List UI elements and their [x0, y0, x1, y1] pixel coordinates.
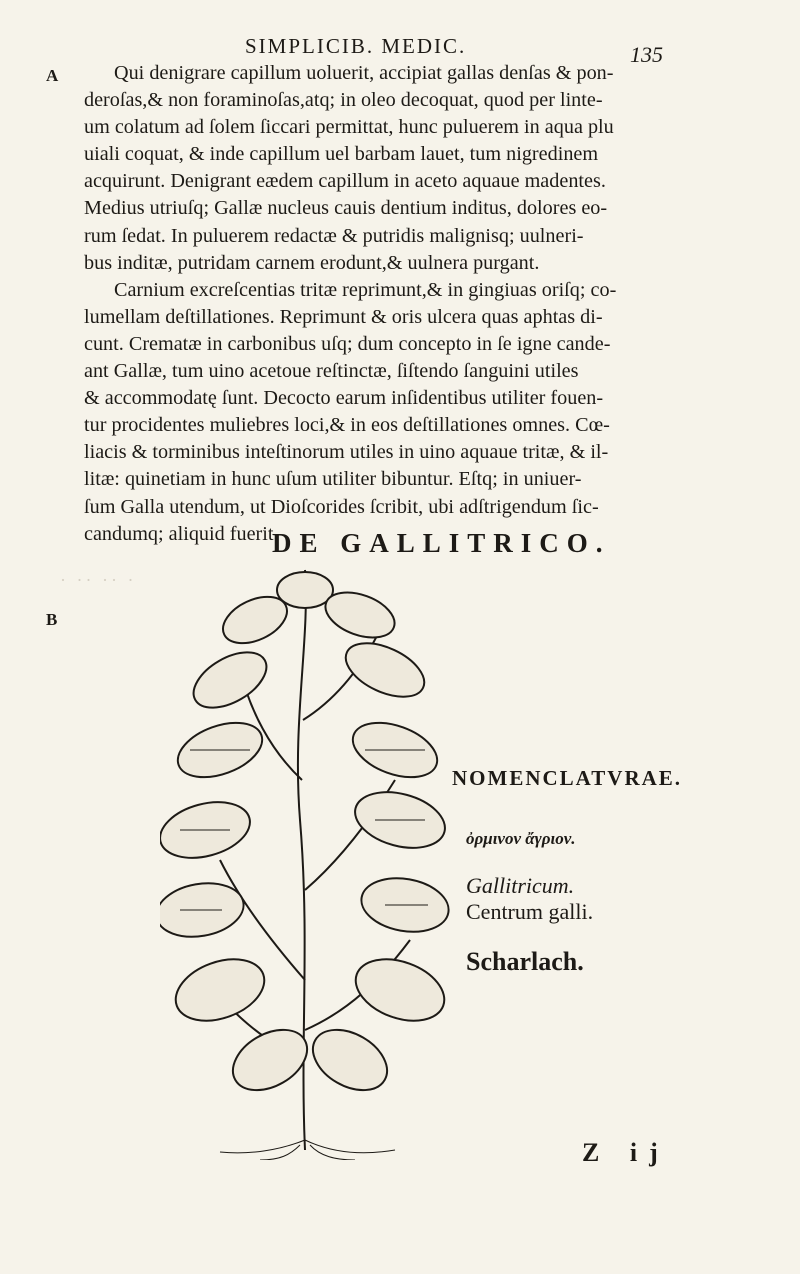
text-line: Qui denigrare capillum uoluerit, accipiat gallas denſas & pon-: [114, 62, 614, 84]
nomenclature-heading: NOMENCLATVRAE.: [452, 766, 683, 790]
text-line: cunt. Crematæ in carbonibus uſq; dum concepto in ſe igne cande-: [84, 332, 611, 355]
plant-illustration-icon: [160, 560, 450, 1160]
margin-letter-b: B: [46, 610, 58, 629]
text-line: Carnium excreſcentias tritæ reprimunt,& in gingiuas oriſq; co-: [114, 278, 617, 301]
text-line: litæ: quinetiam in hunc uſum utiliter bibuntur. Eſtq; in uniuer-: [84, 468, 582, 491]
text-line: liacis & torminibus inteſtinorum utiles in uino aquaue tritæ, & il-: [84, 441, 609, 464]
text-line: acquirunt. Denigrant eædem capillum in aceto aquaue madentes.: [84, 170, 606, 193]
latin-names: [466, 873, 682, 925]
text-line: Medius utriuſq; Gallæ nucleus cauis dentium inditus, dolores eo-: [84, 197, 608, 220]
text-line: um colatum ad ſolem ſiccari permittat, hunc puluerem in aqua plu: [84, 116, 614, 139]
latin-name: Centrum galli.: [466, 899, 594, 924]
latin-name: Gallitricum.: [466, 873, 575, 898]
text-line: tur procidentes muliebres loci,& in eos deſtillationes omnes. Cœ-: [84, 414, 610, 437]
text-line: rum ſedat. In puluerem redactæ & putridis malignisq; uulneri-: [84, 224, 584, 247]
section-title: DE GALLITRICO.: [272, 528, 611, 558]
text-line: bus inditæ, putridam carnem erodunt,& uulnera purgant.: [84, 251, 540, 274]
folio-number: 135: [630, 42, 663, 67]
margin-letter-a: A: [46, 66, 59, 85]
greek-name: ὀρμινον ἄγριον.: [466, 829, 576, 848]
text-line: ſum Galla utendum, ut Dioſcorides ſcribit, ubi adſtrigendum ſic-: [84, 495, 599, 518]
text-line: ant Gallæ, tum uino acetoue reſtinctæ, ſiſtendo ſanguini utiles: [84, 360, 579, 383]
text-line: deroſas,& non foraminoſas,atq; in oleo decoquat, quod per linte-: [84, 89, 603, 112]
text-line: candumq; aliquid fuerit.: [84, 522, 279, 545]
german-name: Scharlach.: [466, 947, 584, 976]
plant-woodcut: [160, 560, 450, 1160]
bleed-through-text: · ·· ·· ·: [60, 570, 137, 590]
body-text: [84, 60, 714, 548]
nomenclature-block: [452, 766, 682, 977]
signature-mark: Z ij: [582, 1138, 670, 1167]
text-line: uiali coquat, & inde capillum uel barbam lauet, tum nigredinem: [84, 143, 599, 166]
text-line: & accommodatę ſunt. Decocto earum inſidentibus utiliter fouen-: [84, 387, 604, 410]
running-head: SIMPLICIB. MEDIC.: [245, 34, 467, 58]
text-line: lumellam deſtillationes. Reprimunt & oris ulcera quas aphtas di-: [84, 305, 603, 328]
